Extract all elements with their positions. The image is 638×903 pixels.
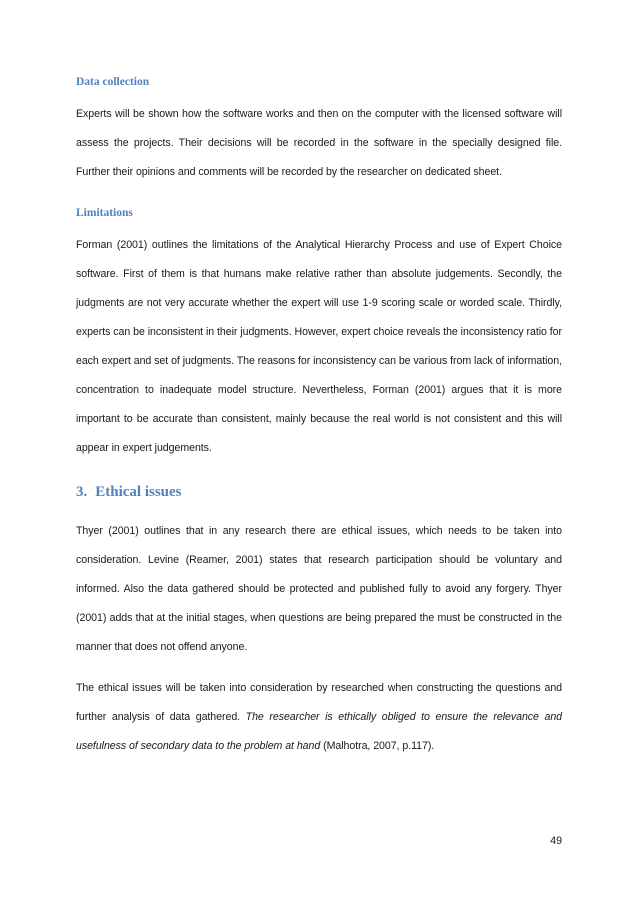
paragraph-2-start: The ethical issues will be taken into consideration by researched when constructing the questions and further analysis of data gathered. <box>76 682 562 723</box>
section-number: 3. <box>76 484 88 500</box>
section-title-text: Ethical issues <box>95 484 182 500</box>
limitations-paragraph: Forman (2001) outlines the limitations of the Analytical Hierarchy Process and use of Expert Choice software. First of them is that humans make relative rather than absolute judgements. Secondly, the judgments are not very accurate whether the expert will use 1-9 scoring scale or worded scale. Thirdly, experts can be inconsistent in their judgments. However, expert choice reveals the inconsistency ratio for each expert and set of judgments. The reasons for inconsistency can be various from lack of information, concentration to inadequate model structure. Nevertheless, Forman (2001) argues that it is more important to be accurate than consistent, mainly because the real world is not consistent and this will appear in expert judgements. <box>76 239 562 454</box>
page-content <box>76 68 562 761</box>
data-collection-paragraph: Experts will be shown how the software works and then on the computer with the licensed software will assess the projects. Their decisions will be recorded in the software in the specially designed file. Further their opinions and comments will be recorded by the researcher on dedicated sheet. <box>76 108 562 178</box>
paragraph-2-citation: (Malhotra, 2007, p.117). <box>320 740 435 752</box>
data-collection-heading: Data collection <box>76 76 150 88</box>
ethical-issues-title <box>76 475 562 509</box>
paragraph-2-quote: The researcher is ethically obliged to ensure the relevance and usefulness of secondary data to the problem at hand <box>76 711 563 752</box>
ethical-issues-paragraph-2 <box>76 674 562 761</box>
limitations-heading: Limitations <box>76 207 133 219</box>
ethical-issues-paragraph-1: Thyer (2001) outlines that in any research there are ethical issues, which needs to be taken into consideration. Levine (Reamer, 2001) states that research participation should be voluntary and informed. Also the data gathered should be protected and published fully to avoid any forgery. Thyer (2001) adds that at the initial stages, when questions are being prepared the must be constructed in the manner that does not offend anyone. <box>76 525 562 653</box>
page-number: 49 <box>550 835 562 847</box>
